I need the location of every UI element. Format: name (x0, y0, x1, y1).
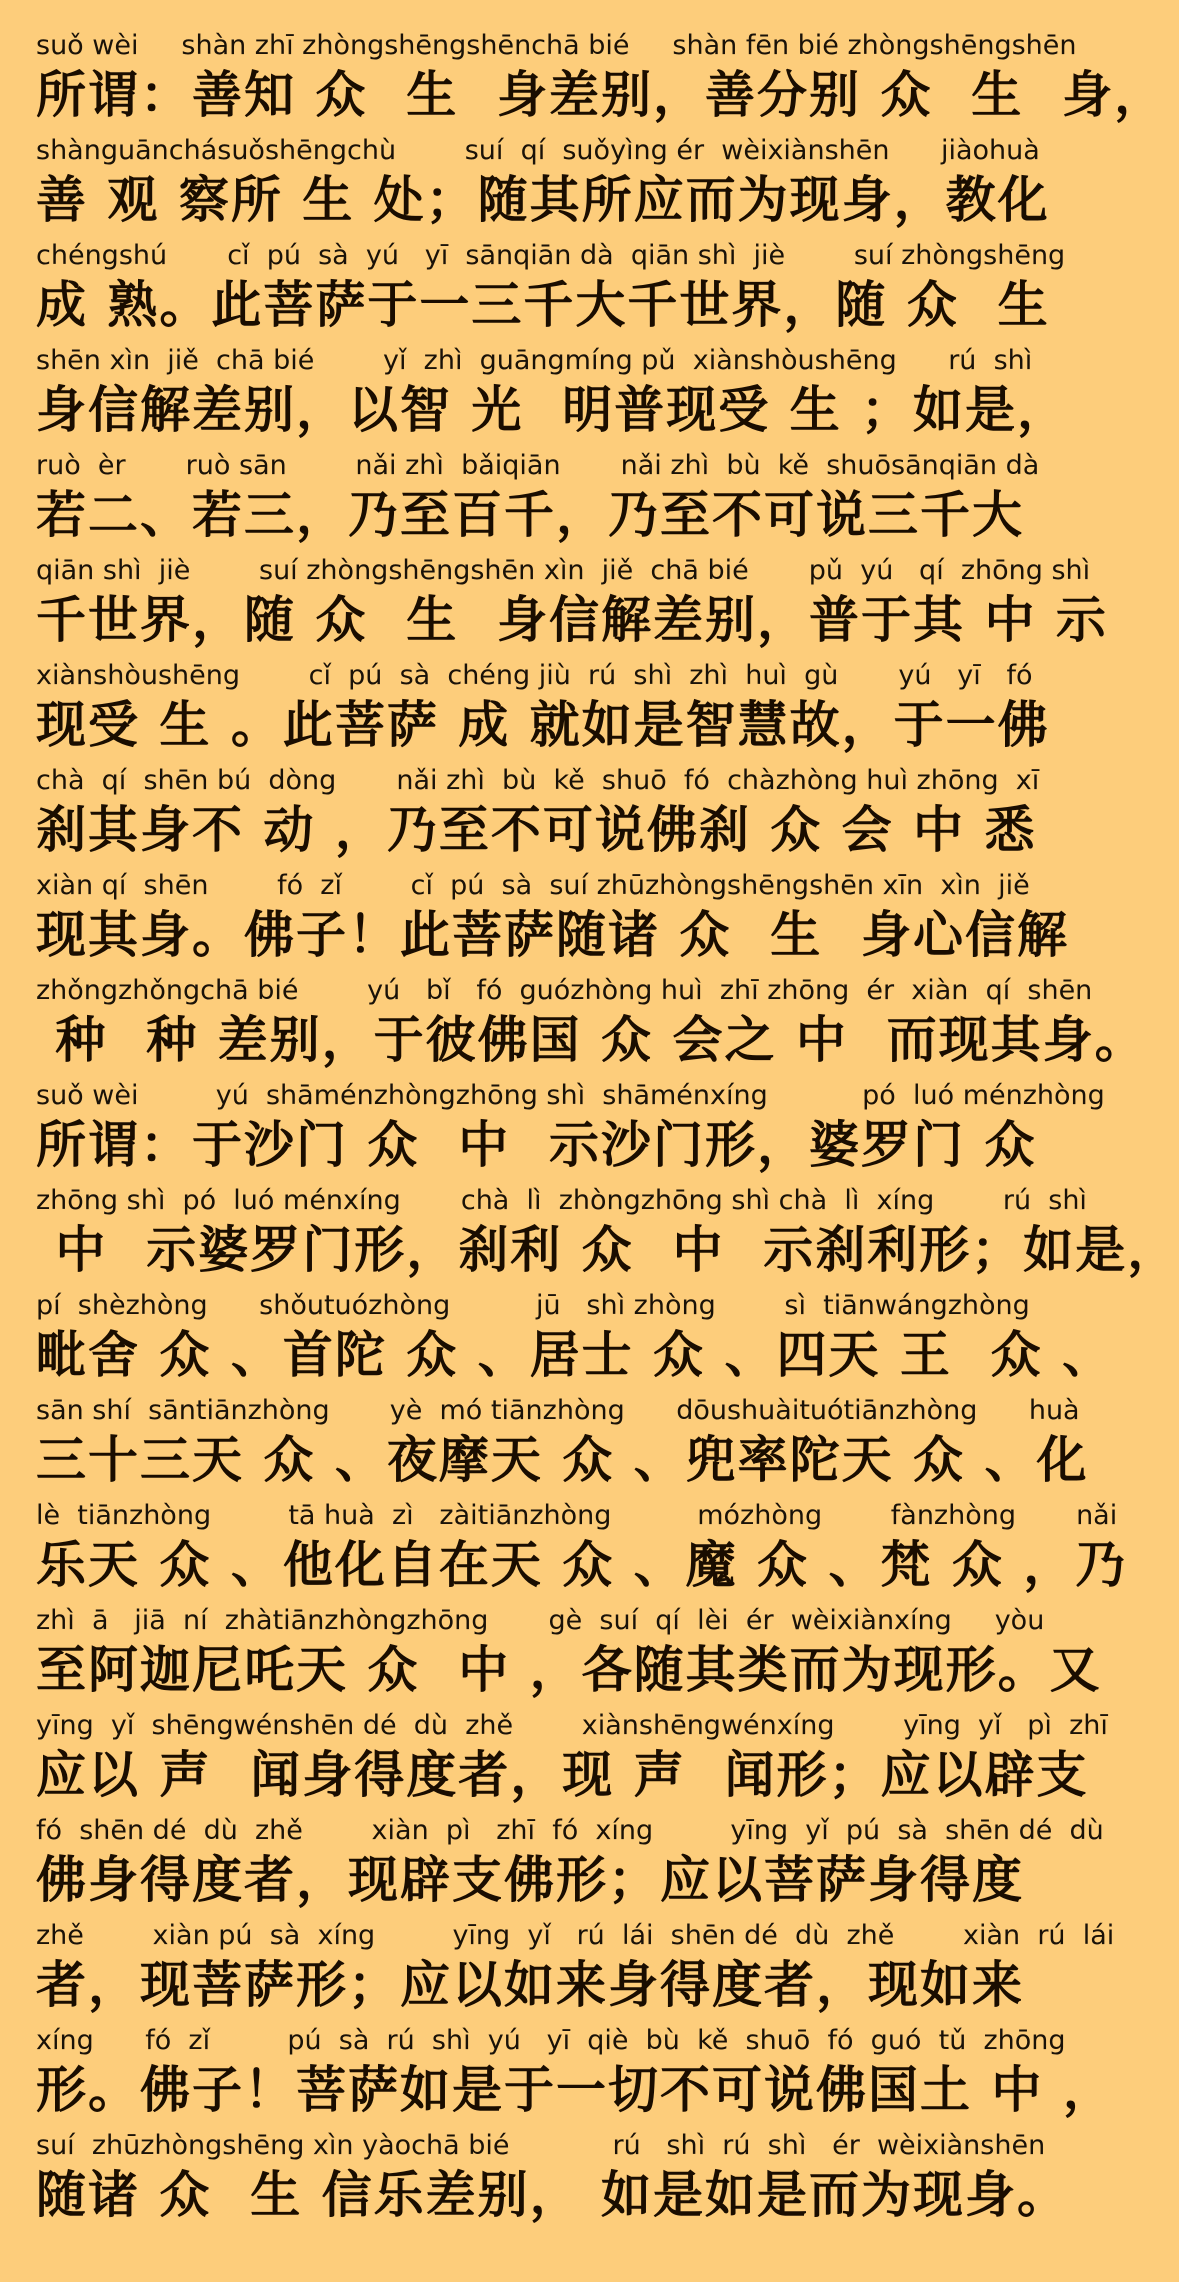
pinyin-text: zhǒngzhǒngchā bié yú bǐ fó guózhòng huì zhī zhōng ér xiàn qí shēn (36, 975, 1093, 1006)
text-line (36, 343, 1070, 448)
text-line (36, 1498, 1128, 1603)
text-line (36, 1393, 1089, 1498)
text-line (36, 448, 1044, 553)
hanzi-text: 所谓：于沙门 众 中 示沙门形，婆罗门 众 (36, 1116, 1037, 1174)
pinyin-text: zhōng shì pó luó ménxíng chà lì zhòngzhōng shì chà lì xíng rú shì (36, 1185, 1087, 1216)
hanzi-text: 千世界，随 众 生 身信解差别，普于其 中 示 (36, 591, 1108, 649)
pinyin-text: zhě xiàn pú sà xíng yīng yǐ rú lái shēn dé dù zhě xiàn rú lái (36, 1920, 1115, 1951)
pinyin-text: ruò èr ruò sān nǎi zhì bǎiqiān nǎi zhì bù kě shuōsānqiān dà (36, 450, 1040, 481)
text-line (36, 658, 1050, 763)
text-line (36, 553, 1108, 658)
text-line (36, 763, 1044, 868)
text-line (36, 2128, 1070, 2233)
hanzi-text: 善 观 察所 生 处；随其所应而为现身，教化 (36, 171, 1050, 229)
pinyin-text: qiān shì jiè suí zhòngshēngshēn xìn jiě chā bié pǔ yú qí zhōng shì (36, 555, 1091, 586)
hanzi-text: 身信解差别，以智 光 明普现受 生 ；如是， (36, 381, 1070, 439)
pinyin-text: shànguānchásuǒshēngchù suí qí suǒyìng ér wèixiànshēn jiàohuà (36, 135, 1040, 166)
pinyin-text: xiànshòushēng cǐ pú sà chéng jiù rú shì zhì huì gù yú yī fó (36, 660, 1033, 691)
text-line (36, 28, 1167, 133)
text-line (36, 2023, 1115, 2128)
text-line (36, 1288, 1115, 1393)
hanzi-text: 形。佛子！菩萨如是于一切不可说佛国土 中 ， (36, 2061, 1115, 2119)
hanzi-text: 三十三天 众 、夜摩天 众 、兜率陀天 众 、化 (36, 1431, 1089, 1489)
hanzi-text: 若二、若三，乃至百千，乃至不可说三千大 (36, 486, 1024, 544)
pinyin-text: shēn xìn jiě chā bié yǐ zhì guāngmíng pǔ xiànshòushēng rú shì (36, 345, 1033, 376)
pinyin-text: yīng yǐ shēngwénshēn dé dù zhě xiànshēngwénxíng yīng yǐ pì zhī (36, 1710, 1108, 1741)
text-line (36, 238, 1066, 343)
hanzi-text: 种 种 差别，于彼佛国 众 会之 中 而现其身。 (36, 1011, 1147, 1069)
text-line (36, 1813, 1104, 1918)
hanzi-text: 乐天 众 、他化自在天 众 、魔 众 、梵 众 ，乃 (36, 1536, 1128, 1594)
text-line (36, 1603, 1102, 1708)
text-line (36, 1183, 1179, 1288)
text-line (36, 868, 1070, 973)
pinyin-text: chà qí shēn bú dòng nǎi zhì bù kě shuō fó chàzhòng huì zhōng xī (36, 765, 1040, 796)
hanzi-text: 至阿迦尼吒天 众 中 ，各随其类而为现形。又 (36, 1641, 1102, 1699)
pinyin-text: lè tiānzhòng tā huà zì zàitiānzhòng mózhòng fànzhòng nǎi (36, 1500, 1118, 1531)
pinyin-text: fó shēn dé dù zhě xiàn pì zhī fó xíng yīng yǐ pú sà shēn dé dù (36, 1815, 1104, 1846)
hanzi-text: 现受 生 。此菩萨 成 就如是智慧故，于一佛 (36, 696, 1050, 754)
hanzi-text: 者，现菩萨形；应以如来身得度者，现如来 (36, 1956, 1024, 2014)
pinyin-text: suí zhūzhòngshēng xìn yàochā bié rú shì rú shì ér wèixiànshēn (36, 2130, 1046, 2161)
text-line (36, 1078, 1105, 1183)
hanzi-text: 随诸 众 生 信乐差别， 如是如是而为现身。 (36, 2166, 1070, 2224)
hanzi-text: 应以 声 闻身得度者，现 声 闻形；应以辟支 (36, 1746, 1089, 1804)
hanzi-text: 佛身得度者，现辟支佛形；应以菩萨身得度 (36, 1851, 1024, 1909)
hanzi-text: 中 示婆罗门形，刹利 众 中 示刹利形；如是， (36, 1221, 1179, 1279)
text-line (36, 1918, 1115, 2023)
hanzi-text: 现其身。佛子！此菩萨随诸 众 生 身心信解 (36, 906, 1070, 964)
pinyin-text: pí shèzhòng shǒutuózhòng jū shì zhòng sì tiānwángzhòng (36, 1290, 1030, 1321)
hanzi-text: 毗舍 众 、首陀 众 、居士 众 、四天 王 众 、 (36, 1326, 1115, 1384)
pinyin-text: sān shí sāntiānzhòng yè mó tiānzhòng dōushuàituótiānzhòng huà (36, 1395, 1080, 1426)
pinyin-text: zhì ā jiā ní zhàtiānzhòngzhōng gè suí qí lèi ér wèixiànxíng yòu (36, 1605, 1045, 1636)
pinyin-text: xiàn qí shēn fó zǐ cǐ pú sà suí zhūzhòngshēngshēn xīn xìn jiě (36, 870, 1030, 901)
text-line (36, 973, 1147, 1078)
text-line (36, 1708, 1108, 1813)
hanzi-text: 成 熟。此菩萨于一三千大千世界，随 众 生 (36, 276, 1050, 334)
pinyin-text: suǒ wèi shàn zhī zhòngshēngshēnchā bié shàn fēn bié zhòngshēngshēn (36, 30, 1077, 61)
pinyin-text: suǒ wèi yú shāménzhòngzhōng shì shāménxíng pó luó ménzhòng (36, 1080, 1105, 1111)
pinyin-text: chéngshú cǐ pú sà yú yī sānqiān dà qiān shì jiè suí zhòngshēng (36, 240, 1066, 271)
text-line (36, 133, 1050, 238)
pinyin-text: xíng fó zǐ pú sà rú shì yú yī qiè bù kě shuō fó guó tǔ zhōng (36, 2025, 1066, 2056)
hanzi-text: 刹其身不 动 ，乃至不可说佛刹 众 会 中 悉 (36, 801, 1037, 859)
hanzi-text: 所谓：善知 众 生 身差别，善分别 众 生 身， (36, 66, 1167, 124)
